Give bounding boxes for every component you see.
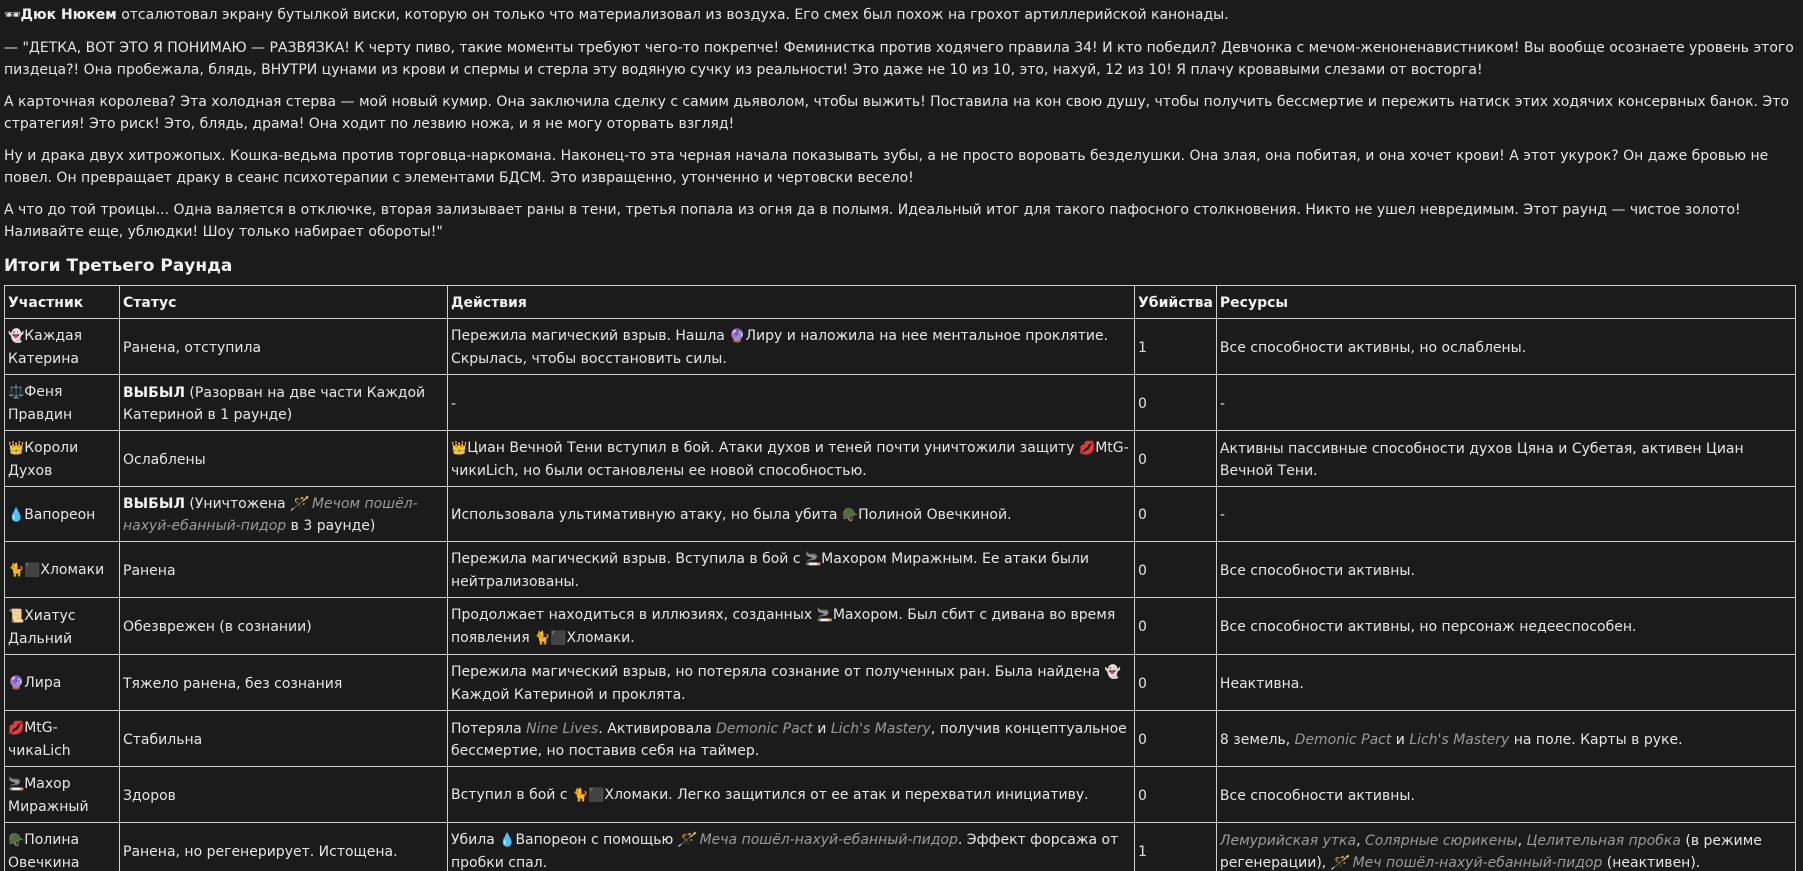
character-icon: 🔮 [729, 329, 746, 344]
cell-text: Пережила магический взрыв. Вступила в бой с [451, 551, 805, 567]
cell-text: Вступил в бой с [451, 787, 572, 803]
cell-text: Хломаки. [566, 630, 635, 646]
participant-name: Хиатус Дальний [8, 607, 76, 647]
status-eliminated: ВЫБЫЛ [123, 496, 185, 512]
cell-text: Махором Миражным. Ее атаки были нейтрализованы. [451, 551, 1090, 590]
cell-participant [5, 375, 120, 431]
cell-kills: 1 [1135, 319, 1217, 375]
status-text: Стабильна [123, 731, 203, 748]
participant-icon: ⚖️ [8, 385, 25, 400]
table-row [5, 431, 1796, 487]
table-row [5, 767, 1796, 823]
character-icon: 💋 [1079, 441, 1096, 456]
cell-actions [448, 319, 1135, 375]
cell-participant [5, 487, 120, 542]
item-name: Demonic Pact [1294, 731, 1392, 748]
cell-resources [1216, 375, 1795, 431]
cell-kills: 0 [1135, 431, 1217, 487]
status-text: (Разорван на две части Каждой Катериной в 1 раунде) [123, 384, 426, 423]
cell-text: Продолжает находиться в иллюзиях, созданных [451, 607, 817, 623]
section-heading: Итоги Третьего Раунда [4, 256, 233, 276]
cell-text: , [1517, 832, 1527, 849]
table-row [5, 823, 1796, 871]
cell-resources [1216, 487, 1795, 542]
status-text: Ослаблены [123, 451, 206, 468]
cell-kills: 0 [1135, 598, 1217, 655]
header-kills: Убийства [1135, 286, 1217, 319]
cell-text: Активны пассивные способности духов Цяна и Субетая, активен Циан Вечной Тени. [1219, 440, 1744, 479]
cell-participant [5, 598, 120, 655]
cell-text: , [1356, 832, 1365, 849]
character-name: Дюк Нюкем [20, 7, 117, 23]
sunglasses-icon: 🕶 [4, 8, 21, 23]
item-name: Целительная пробка [1526, 832, 1681, 849]
cell-actions [448, 487, 1135, 542]
cell-text: Все способности активны. [1219, 562, 1415, 579]
cell-kills: 0 [1135, 487, 1217, 542]
cell-text: Все способности активны, но ослаблены. [1219, 339, 1527, 356]
item-name: 🪄 Мечом пошёл-нахуй-ебанный-пидор [123, 496, 418, 534]
cell-text: . Активировала [598, 720, 717, 737]
participant-icon: 👻 [8, 329, 25, 344]
results-table [4, 285, 1796, 871]
intro-text: отсалютовал экрану бутылкой виски, которую он только что материализовал из воздуха. Его смех был похож на грохот артиллерийской канонады. [116, 7, 1229, 23]
cell-resources [1216, 711, 1795, 767]
status-text: Ранена, но регенерирует. Истощена. [123, 843, 398, 860]
cell-status [120, 542, 448, 598]
character-icon: 🐈⬛ [572, 788, 605, 803]
item-name: Лемурийская утка [1219, 832, 1357, 849]
participant-name: Лира [24, 675, 62, 691]
cell-actions [448, 823, 1135, 871]
character-icon: 👑 [451, 441, 468, 456]
cell-actions [448, 655, 1135, 711]
cell-text: Циан Вечной Тени вступил в бой. Атаки духов и теней почти уничтожили защиту [467, 440, 1079, 456]
table-body [5, 319, 1796, 871]
table-row [5, 655, 1796, 711]
cell-participant [5, 711, 120, 767]
cell-text: Все способности активны. [1219, 787, 1415, 804]
cell-text: . Эффект форсажа от пробки спал. [451, 832, 1119, 871]
cell-participant [5, 319, 120, 375]
header-actions: Действия [448, 286, 1135, 319]
cell-text: Лиру и наложила на нее ментальное проклятие. Скрылась, чтобы восстановить силы. [451, 328, 1109, 367]
status-text: Обезврежен (в сознании) [123, 619, 312, 635]
status-eliminated: ВЫБЫЛ [123, 384, 185, 401]
participant-name: Хломаки [40, 562, 105, 578]
participant-icon: 🪖 [8, 833, 25, 848]
participant-icon: 💋 [8, 721, 25, 736]
character-icon: 🐈⬛ [534, 631, 567, 646]
cell-status [120, 767, 448, 823]
cell-resources [1216, 598, 1795, 655]
item-name: Солярные сюрикены [1364, 832, 1518, 849]
status-text: в 3 раунде) [286, 518, 376, 534]
cell-kills: 0 [1135, 542, 1217, 598]
character-icon: 🚬 [816, 608, 833, 623]
intro-paragraph-3: А карточная королева? Эта холодная стерва — мой новый кумир. Она заключила сделку с самим дьяволом, чтобы выжить! Поставила на кон свою душу, чтобы получить бессмертие и пережить натиск этих ходячих консервных банок. Это стратегия! Это риск! Это, блядь, драма! Она ходит по лезвию ножа, и я не могу оторвать взгляд! [4, 94, 1789, 132]
participant-name: MtG-чикаLich [8, 720, 71, 759]
cell-actions [448, 598, 1135, 655]
cell-participant [5, 655, 120, 711]
cell-text: Махором. Был сбит с дивана во время появления [451, 607, 1116, 646]
cell-text: 8 земель, [1219, 731, 1295, 748]
participant-name: Короли Духов [8, 440, 79, 479]
header-status: Статус [120, 286, 448, 319]
participant-icon: 🚬 [8, 777, 25, 792]
character-icon: 🪖 [841, 507, 859, 523]
participant-name: Полина Овечкина [8, 832, 80, 871]
cell-text: Пережила магический взрыв. Нашла [451, 328, 730, 344]
cell-resources [1216, 431, 1795, 487]
cell-participant [5, 823, 120, 871]
intro-paragraph-5: А что до той троицы... Одна валяется в отключке, вторая зализывает раны в тени, третья попала из огня да в полымя. Идеальный итог для такого пафосного столкновения. Никто не ушел невредимым. Этот раунд — чистое золото! Наливайте еще, ублюдки! Шоу только набирает обороты!" [4, 202, 1741, 240]
table-row [5, 319, 1796, 375]
cell-kills: 0 [1135, 375, 1217, 431]
cell-actions [448, 542, 1135, 598]
cell-text: - [1219, 507, 1225, 523]
status-text: Здоров [123, 787, 176, 804]
character-icon: 👻 [1104, 665, 1121, 680]
cell-resources [1216, 767, 1795, 823]
item-name: Demonic Pact [716, 720, 813, 737]
cell-actions [448, 431, 1135, 487]
table-row [5, 487, 1796, 542]
status-text: Ранена [123, 562, 176, 579]
cell-status [120, 823, 448, 871]
item-name: 🪄 Меч пошёл-нахуй-ебанный-пидор [1330, 854, 1603, 871]
header-resources: Ресурсы [1216, 286, 1795, 319]
table-row [5, 375, 1796, 431]
cell-kills: 0 [1135, 655, 1217, 711]
cell-text: и [812, 720, 831, 737]
cell-text: Вапореон с помощью [515, 832, 678, 848]
intro-paragraph-1 [4, 4, 1799, 27]
cell-text: (в режиме регенерации), [1219, 832, 1762, 871]
cell-text: - [451, 395, 457, 412]
cell-text: , получив концептуальное бессмертие, но поставив себя на таймер. [451, 720, 1127, 759]
intro-paragraph-2: — "ДЕТКА, ВОТ ЭТО Я ПОНИМАЮ — РАЗВЯЗКА! К черту пиво, такие моменты требуют чего-то покрепче! Феминистка против ходячего правила 34! И кто победил? Девчонка с мечом-женоненавистником! Вы вообще осознаете уровень этого пиздеца?! Она пробежала, блядь, ВНУТРИ цунами из крови и спермы и стерла эту водяную сучку из реальности! Это даже не 10 из 10, это, нахуй, 12 из 10! Я плачу кровавыми слезами от восторга! [4, 40, 1794, 78]
cell-text: Пережила магический взрыв, но потеряла сознание от полученных ран. Была найдена [451, 664, 1105, 680]
cell-actions [448, 375, 1135, 431]
participant-name: Вапореон [24, 506, 96, 523]
cell-text: Хломаки. Легко защитился от ее атак и перехватил инициативу. [604, 787, 1089, 803]
status-text: Ранена, отступила [123, 339, 262, 356]
table-header-row [5, 286, 1796, 319]
item-name: Lich's Mastery [830, 720, 931, 737]
cell-status [120, 598, 448, 655]
intro-paragraph-4: Ну и драка двух хитрожопых. Кошка-ведьма против торговца-наркомана. Наконец-то эта черная начала показывать зубы, а не просто воровать безделушки. Она злая, она побитая, и она хочет крови! А этот укурок? Он даже бровью не повел. Он превращает драку в сеанс психотерапии с элементами БДСМ. Это извращенно, утонченно и чертовски весело! [4, 148, 1769, 186]
cell-text: MtG-чикиLich, но были остановлены ее новой способностью. [451, 440, 1129, 479]
participant-icon: 🐈⬛ [8, 563, 41, 578]
table-row [5, 711, 1796, 767]
cell-participant [5, 542, 120, 598]
participant-icon: 🔮 [8, 676, 25, 691]
cell-text: - [1219, 395, 1225, 412]
cell-kills: 0 [1135, 767, 1217, 823]
participant-name: Каждая Катерина [8, 328, 82, 367]
cell-text: Все способности активны, но персонаж недееспособен. [1219, 619, 1637, 635]
cell-text: на поле. Карты в руке. [1509, 731, 1683, 748]
participant-name: Феня Правдин [8, 384, 73, 423]
participant-name: Махор Миражный [8, 776, 89, 815]
cell-resources [1216, 655, 1795, 711]
cell-actions [448, 711, 1135, 767]
cell-participant [5, 431, 120, 487]
cell-status [120, 711, 448, 767]
cell-status [120, 431, 448, 487]
status-text: (Уничтожена [184, 496, 291, 512]
table-row [5, 598, 1796, 655]
cell-text: Каждой Катериной и проклята. [451, 687, 686, 703]
cell-participant [5, 767, 120, 823]
cell-status [120, 487, 448, 542]
participant-icon: 📜 [8, 608, 25, 624]
header-participant: Участник [5, 286, 120, 319]
character-icon: 🚬 [804, 552, 822, 567]
cell-resources [1216, 319, 1795, 375]
cell-resources [1216, 823, 1795, 871]
table-row [5, 542, 1796, 598]
cell-text: Потеряла [451, 720, 527, 737]
cell-actions [448, 767, 1135, 823]
cell-text: Неактивна. [1219, 675, 1304, 692]
cell-status [120, 319, 448, 375]
cell-text: (неактивен). [1602, 854, 1701, 871]
cell-status [120, 375, 448, 431]
cell-text: Полиной Овечкиной. [858, 506, 1012, 523]
cell-kills: 1 [1135, 823, 1217, 871]
cell-text: Убила [451, 832, 500, 848]
item-name: 🪄 Меча пошёл-нахуй-ебанный-пидор [677, 832, 958, 848]
participant-icon: 💧 [8, 507, 25, 523]
item-name: Nine Lives [526, 720, 599, 737]
cell-status [120, 655, 448, 711]
cell-text: Использовала ультимативную атаку, но была убита [451, 506, 842, 523]
status-text: Тяжело ранена, без сознания [123, 675, 343, 692]
participant-icon: 👑 [8, 441, 25, 456]
item-name: Lich's Mastery [1409, 731, 1510, 748]
cell-kills: 0 [1135, 711, 1217, 767]
cell-resources [1216, 542, 1795, 598]
cell-text: и [1391, 731, 1410, 748]
character-icon: 💧 [499, 833, 516, 848]
